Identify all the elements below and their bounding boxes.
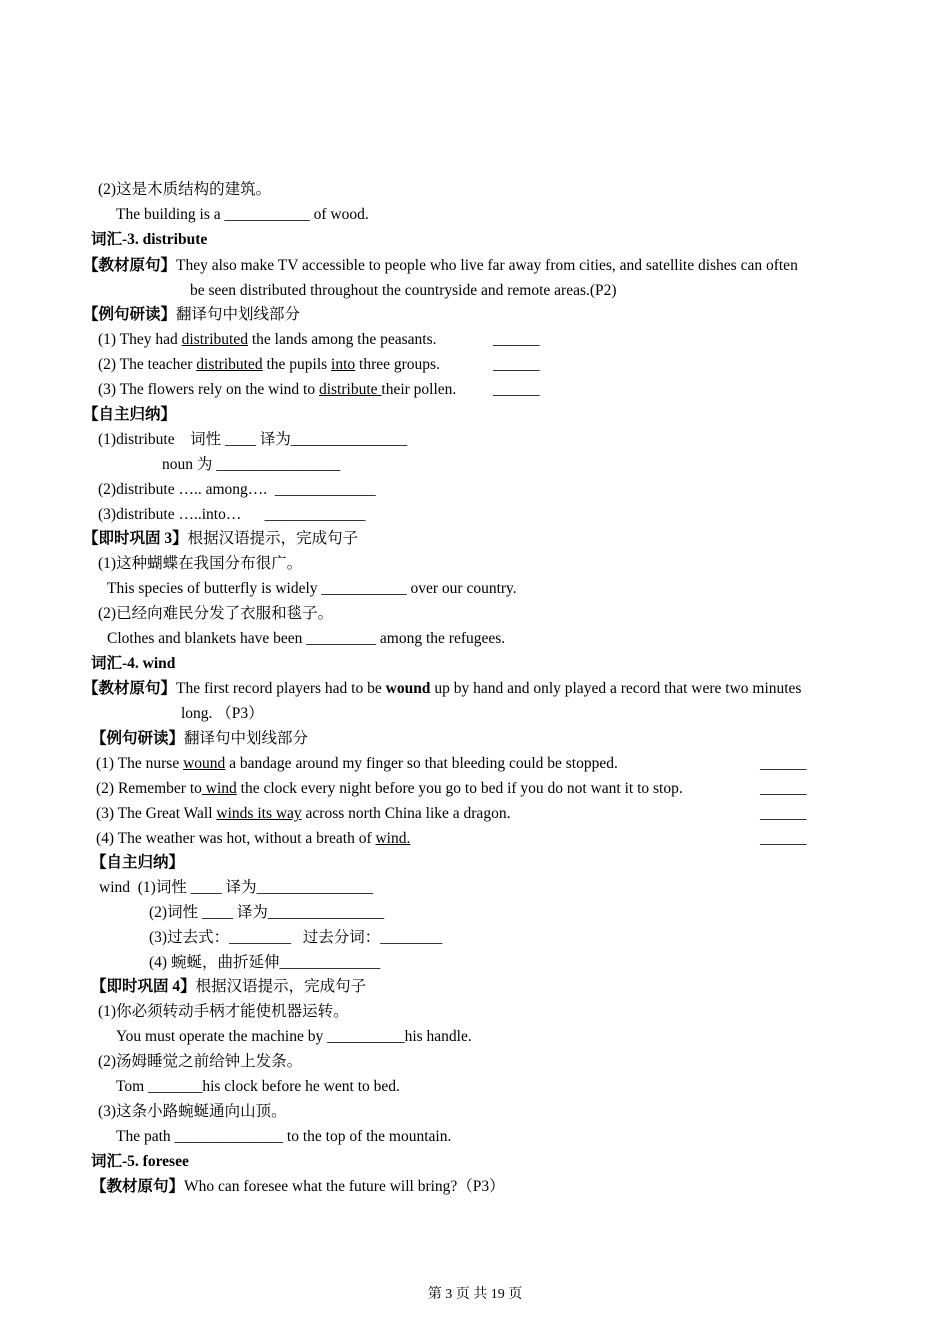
textbook-text: up by hand and only played a record that were two minutes <box>430 680 802 697</box>
sentence-text: (4) The weather was hot, without a breath of <box>96 830 376 847</box>
bold-word: wound <box>385 680 431 697</box>
sentence-text: the clock every night before you go to bed if you do not want it to stop. <box>236 780 683 797</box>
study-tag: 【例句研读】 <box>91 730 185 747</box>
example-cn: (2)这是木质结构的建筑。 <box>98 181 272 198</box>
study-heading <box>83 305 300 325</box>
example-sentence <box>98 330 437 350</box>
study-instruction: 翻译句中划线部分 <box>184 730 309 747</box>
answer-blank[interactable]: ______ <box>760 805 807 822</box>
underlined-word: wound <box>183 755 226 772</box>
answer-blank[interactable]: ______ <box>493 356 540 373</box>
consolidation-instruction: 根据汉语提示，完成句子 <box>195 978 367 995</box>
example-sentence <box>96 829 410 849</box>
summary-line: (2)distribute ….. among…. _____________ <box>98 481 376 498</box>
answer-blank[interactable]: ______ <box>760 780 807 797</box>
example-sentence <box>96 779 683 799</box>
vocab-heading-foresee: 词汇-5. foresee <box>91 1153 189 1170</box>
sentence-text: three groups. <box>355 356 440 373</box>
page-footer: 第 3 页 共 19 页 <box>427 1287 523 1302</box>
sentence-text: (1) The nurse <box>96 755 184 772</box>
example-sentence <box>98 355 440 375</box>
consolidation-heading <box>91 977 366 997</box>
exercise-en: Clothes and blankets have been _________ among the refugees. <box>107 630 506 647</box>
study-instruction: 翻译句中划线部分 <box>176 306 301 323</box>
sentence-text: their pollen. <box>381 381 457 398</box>
consolidation-tag: 【即时巩固 3】 <box>83 530 188 547</box>
answer-blank[interactable]: ______ <box>493 331 540 348</box>
textbook-tag: 【教材原句】 <box>91 1178 185 1195</box>
example-en: The building is a ___________ of wood. <box>116 206 369 223</box>
sentence-text: (1) They had <box>98 331 182 348</box>
study-heading <box>91 729 308 749</box>
sentence-text: across north China like a dragon. <box>301 805 511 822</box>
vocab-heading-distribute: 词汇-3. distribute <box>91 231 208 248</box>
consolidation-heading <box>83 529 358 549</box>
textbook-tag: 【教材原句】 <box>83 680 177 697</box>
exercise-en: The path ______________ to the top of the mountain. <box>116 1128 452 1145</box>
exercise-cn: (1)这种蝴蝶在我国分布很广。 <box>98 555 303 572</box>
example-sentence <box>96 754 618 774</box>
summary-line: (4) 蜿蜒，曲折延伸_____________ <box>149 954 381 971</box>
summary-line: wind (1)词性 ____ 译为_______________ <box>99 879 373 896</box>
exercise-en: You must operate the machine by __________his handle. <box>116 1028 472 1045</box>
underlined-word: wind <box>201 780 237 797</box>
sentence-text: a bandage around my finger so that bleeding could be stopped. <box>225 755 618 772</box>
textbook-text-line2: be seen distributed throughout the countryside and remote areas.(P2) <box>190 282 617 299</box>
summary-line: (3)distribute …..into… _____________ <box>98 506 366 523</box>
sentence-text: (3) The Great Wall <box>96 805 217 822</box>
summary-line: noun 为 ________________ <box>162 456 341 473</box>
sentence-text: (2) Remember to <box>96 780 202 797</box>
example-sentence <box>96 804 510 824</box>
answer-blank[interactable]: ______ <box>760 755 807 772</box>
textbook-text-line2: long. （P3） <box>181 705 264 722</box>
summary-tag: 【自主归纳】 <box>83 406 177 423</box>
answer-blank[interactable]: ______ <box>760 830 807 847</box>
answer-blank[interactable]: ______ <box>493 381 540 398</box>
sentence-text: (3) The flowers rely on the wind to <box>98 381 319 398</box>
sentence-text: (2) The teacher <box>98 356 197 373</box>
exercise-cn: (2)已经向难民分发了衣服和毯子。 <box>98 605 334 622</box>
exercise-cn: (1)你必须转动手柄才能使机器运转。 <box>98 1003 349 1020</box>
textbook-text: Who can foresee what the future will bring?（P3） <box>184 1178 505 1195</box>
exercise-cn: (2)汤姆睡觉之前给钟上发条。 <box>98 1053 303 1070</box>
example-sentence <box>98 380 456 400</box>
textbook-tag: 【教材原句】 <box>83 257 177 274</box>
vocab-heading-wind: 词汇-4. wind <box>91 655 176 672</box>
summary-line: (2)词性 ____ 译为_______________ <box>149 904 385 921</box>
textbook-sentence <box>91 1177 505 1197</box>
underlined-word: winds its way <box>216 805 302 822</box>
exercise-cn: (3)这条小路蜿蜒通向山顶。 <box>98 1103 287 1120</box>
underlined-word: into <box>331 356 356 373</box>
underlined-word: distributed <box>181 331 248 348</box>
exercise-en: Tom _______his clock before he went to bed. <box>116 1078 400 1095</box>
textbook-sentence <box>83 256 798 276</box>
textbook-text: The first record players had to be <box>176 680 386 697</box>
sentence-text: the lands among the peasants. <box>247 331 437 348</box>
consolidation-tag: 【即时巩固 4】 <box>91 978 196 995</box>
consolidation-instruction: 根据汉语提示，完成句子 <box>187 530 359 547</box>
underlined-word: distributed <box>196 356 263 373</box>
summary-line: (1)distribute 词性 ____ 译为_______________ <box>98 431 408 448</box>
sentence-text: the pupils <box>262 356 332 373</box>
textbook-sentence <box>83 679 801 699</box>
underlined-word: wind. <box>375 830 411 847</box>
summary-tag: 【自主归纳】 <box>91 854 185 871</box>
underlined-word: distribute <box>318 381 382 398</box>
study-tag: 【例句研读】 <box>83 306 177 323</box>
textbook-text: They also make TV accessible to people who live far away from cities, and satellite dishes can often <box>176 257 798 274</box>
exercise-en: This species of butterfly is widely ___________ over our country. <box>107 580 517 597</box>
summary-line: (3)过去式：________ 过去分词：________ <box>149 929 443 946</box>
